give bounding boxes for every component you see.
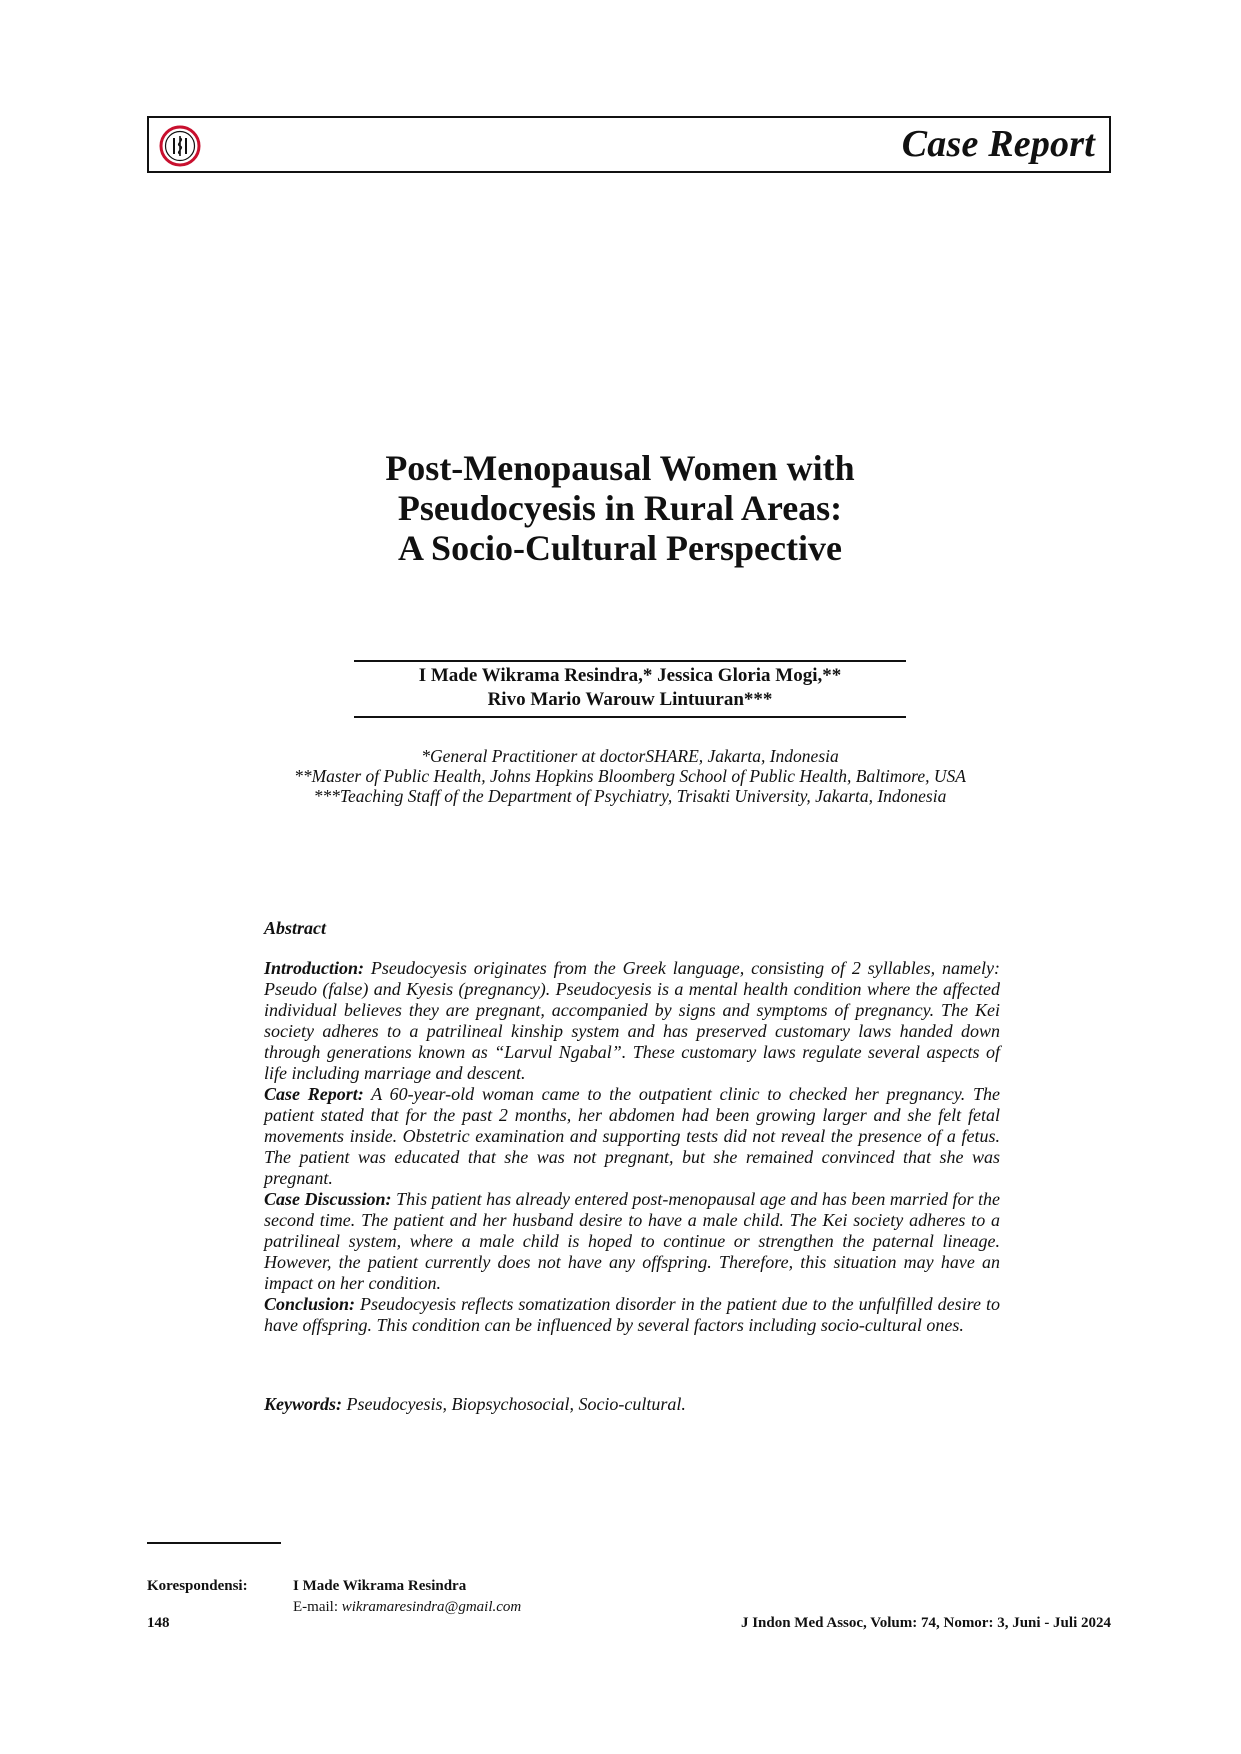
affiliations	[260, 746, 1000, 806]
authors-top-rule	[354, 660, 906, 662]
author-line: I Made Wikrama Resindra,* Jessica Gloria Mogi,**	[418, 665, 842, 686]
idi-logo-icon	[159, 125, 201, 167]
authors-bottom-rule	[354, 716, 906, 718]
keywords-label: Keywords:	[264, 1394, 342, 1414]
abstract-body	[264, 958, 1000, 1336]
section-label: Conclusion:	[264, 1294, 356, 1314]
article-title	[260, 448, 980, 568]
abstract-section-case-discussion	[264, 1189, 1000, 1294]
footnote-rule	[147, 1542, 281, 1544]
title-line: A Socio-Cultural Perspective	[398, 528, 842, 568]
section-label: Introduction:	[264, 958, 365, 978]
affiliation: **Master of Public Health, Johns Hopkins Bloomberg School of Public Health, Baltimore, USA	[294, 766, 966, 786]
abstract-section-conclusion	[264, 1294, 1000, 1336]
author-line: Rivo Mario Warouw Lintuuran***	[487, 689, 773, 710]
correspondence-name: I Made Wikrama Resindra	[293, 1578, 467, 1594]
page-number: 148	[147, 1615, 170, 1631]
correspondence	[147, 1576, 521, 1618]
section-text: Pseudocyesis originates from the Greek language, consisting of 2 syllables, namely: Pseudo (false) and Kyesis (pregnancy). Pseudocyesis is a mental health condition where the affected individual believes they are pregnant, accompanied by signs and symptoms of pregnancy. The Kei society adheres to a patrilineal kinship system and has preserved customary laws handed down through generations known as “Larvul Ngabal”. These customary laws regulate several aspects of life including marriage and descent.	[264, 958, 1000, 1083]
journal-citation: J Indon Med Assoc, Volum: 74, Nomor: 3, Juni - Juli 2024	[740, 1615, 1111, 1631]
title-line: Pseudocyesis in Rural Areas:	[397, 488, 843, 528]
abstract-heading: Abstract	[264, 918, 327, 938]
keywords	[264, 1394, 1000, 1415]
email-label: E-mail:	[293, 1599, 338, 1615]
title-line: Post-Menopausal Women with	[385, 448, 855, 488]
affiliation: ***Teaching Staff of the Department of Psychiatry, Trisakti University, Jakarta, Indonesia	[313, 786, 947, 806]
section-label: Case Report:	[264, 1084, 364, 1104]
section-text: Pseudocyesis reflects somatization disorder in the patient due to the unfulfilled desire to have offspring. This condition can be influenced by several factors including socio-cultural ones.	[264, 1294, 1001, 1335]
page-header	[147, 116, 1111, 173]
section-label: Case Report	[901, 123, 1095, 165]
affiliation: *General Practitioner at doctorSHARE, Jakarta, Indonesia	[421, 746, 839, 766]
correspondence-label: Korespondensi:	[147, 1578, 248, 1594]
section-label: Case Discussion:	[264, 1189, 392, 1209]
abstract-section-introduction	[264, 958, 1000, 1084]
section-text: This patient has already entered post-menopausal age and has been married for the second time. The patient and her husband desire to have a male child. The Kei society adheres to a patrilineal system, where a male child is hoped to continue or strengthen the paternal lineage. However, the patient currently does not have any offspring. Therefore, this situation may have an impact on her condition.	[264, 1189, 1000, 1293]
email-address[interactable]: wikramaresindra@gmail.com	[341, 1599, 522, 1615]
section-text: A 60-year-old woman came to the outpatient clinic to checked her pregnancy. The patient stated that for the past 2 months, her abdomen had been growing larger and she felt fetal movements inside. Obstetric examination and supporting tests did not reveal the presence of a fetus. The patient was educated that she was not pregnant, but she remained convinced that she was pregnant.	[264, 1084, 1000, 1188]
author-list	[300, 664, 960, 712]
abstract-section-case-report	[264, 1084, 1000, 1189]
keywords-text: Pseudocyesis, Biopsychosocial, Socio-cultural.	[346, 1394, 686, 1414]
